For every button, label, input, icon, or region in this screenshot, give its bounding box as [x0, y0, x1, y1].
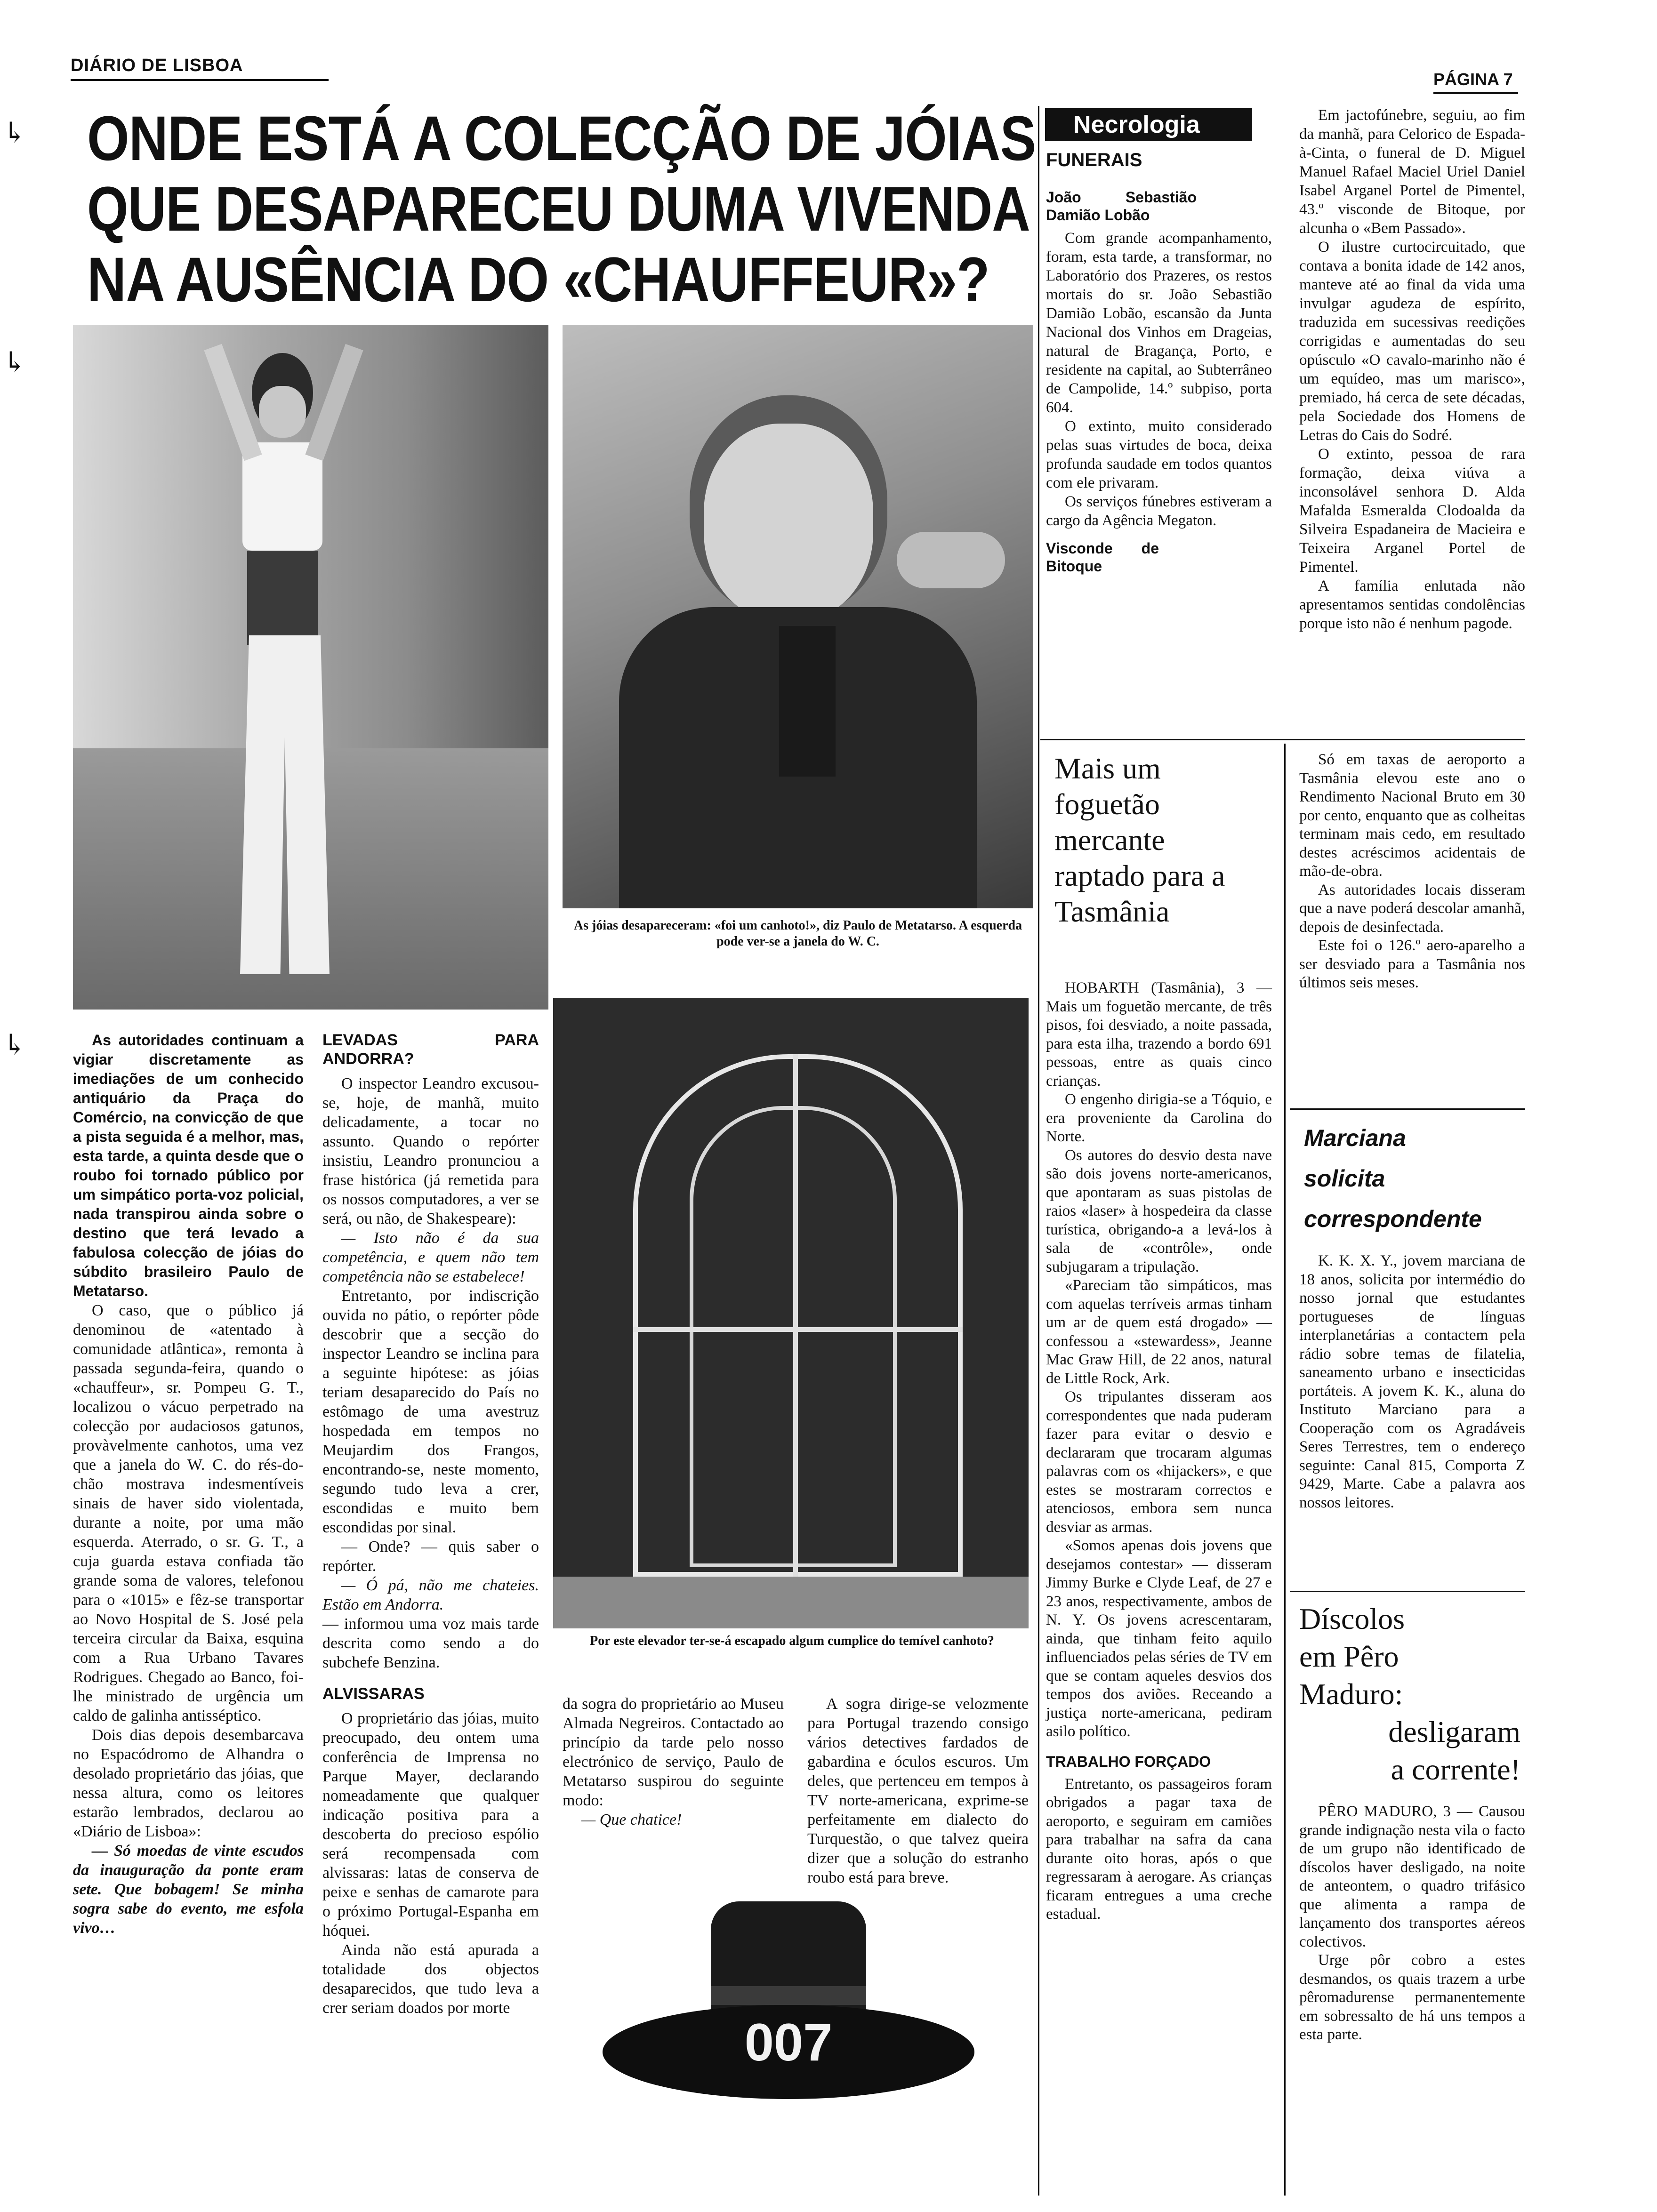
lead-paragraph: — informou uma voz mais tarde descrita como sendo a do subchefe Benzina.	[322, 1615, 539, 1671]
hat-label: 007	[744, 2013, 833, 2072]
marciana-title-line: Marciana	[1304, 1125, 1406, 1151]
lead-paragraph: da sogra do proprietário ao Museu Almada Negreiros. Contactado ao princípio da tarde pelo nosso electrónico de serviço, Paulo de Metatarso suspirou do seguinte modo:	[563, 1695, 784, 1809]
necrologia-bottom-rule	[1040, 739, 1525, 740]
discolos-title-line: Maduro:	[1299, 1677, 1403, 1711]
necrologia-paragraph: A família enlutada não apresentamos sentidas condolências porque isto não é nenhum pagode.	[1299, 577, 1525, 632]
margin-mark-icon: ↳	[3, 347, 27, 378]
foguetao-paragraph: HOBARTH (Tasmânia), 3 — Mais um foguetão mercante, de três pisos, foi desviado, a noite passada, para esta ilha, trazendo a bordo 691 pessoas, entre as quais cinco crianças.	[1046, 979, 1272, 1090]
discolos-paragraph: Urge pôr cobro a estes desmandos, os quais trazem a urbe pêromadurense permanentemente em sobressalto de há uns tempos a esta parte.	[1299, 1952, 1525, 2043]
lead-intro: As autoridades continuam a vigiar discretamente as imediações de um conhecido antiquário da Praça do Comércio, na convicção de que a pista seguida é a melhor, mas, esta tarde, a quinta desde que o roubo foi tornado público por um simpático porta-voz policial, nada transpirou ainda sobre o destino que terá levado a fabulosa colecção de jóias do súbdito brasileiro Paulo de Metatarso.	[73, 1032, 304, 1299]
photo-gate	[553, 998, 1029, 1628]
foguetao-paragraph: Entretanto, os passageiros foram obrigados a pagar taxa de aeroporto, e seguiram em camiões para trabalhar na safra da cana durante oito horas, após o que regressaram à aerogare. As crianças ficaram entregues a uma creche estadual.	[1046, 1775, 1272, 1923]
necrologia-paragraph: Os serviços fúnebres estiveram a cargo da Agência Megaton.	[1046, 493, 1272, 529]
lead-paragraph: O proprietário das jóias, muito preocupado, deu ontem uma conferência de Imprensa no Parque Mayer, declarando nomeadamente que qualquer indicação positiva para a descoberta do precioso espólio será recompensada com alvissaras: latas de conserva de peixe e senhas de camarote para o próximo Portugal-Espanha em hóquei.	[322, 1710, 539, 1940]
lead-quote: — Ó pá, não me chateies. Estão em Andorra.	[322, 1577, 539, 1613]
marciana-top-rule	[1290, 1108, 1525, 1110]
discolos-title	[1299, 1600, 1520, 1788]
foguetao-subheading: TRABALHO FORÇADO	[1046, 1753, 1211, 1770]
foguetao-column-1	[1046, 979, 1272, 1924]
discolos-title-line: a corrente!	[1391, 1753, 1520, 1786]
margin-mark-icon: ↳	[3, 1029, 27, 1060]
necrologia-name: João Sebastião Damião Lobão	[1046, 189, 1197, 224]
lead-subheading: LEVADAS PARA ANDORRA?	[322, 1031, 539, 1068]
paper-name: DIÁRIO DE LISBOA	[71, 56, 243, 75]
column-rule	[1038, 106, 1039, 2196]
lead-paragraph: Dois dias depois desembarcava no Espacódromo de Alhandra o desolado proprietário das jóias, que nessa altura, como os leitores estarão lembrados, declarou ao «Diário de Lisboa»:	[73, 1726, 304, 1840]
foguetao-paragraph: Só em taxas de aeroporto a Tasmânia elevou este ano o Rendimento Nacional Bruto em 30 por cento, enquanto que as colheitas terminam mais cedo, em resultado destes acréscimos acidentais de mão-de-obra.	[1299, 751, 1525, 880]
discolos-title-line: em Pêro	[1299, 1640, 1399, 1673]
foguetao-paragraph: Este foi o 126.º aero-aparelho a ser desviado para a Tasmânia nos últimos seis meses.	[1299, 937, 1525, 991]
foguetao-title: Mais um foguetão mercante raptado para a Tasmânia	[1054, 752, 1225, 928]
necrologia-paragraph: O extinto, muito considerado pelas suas virtudes de boca, deixa profunda saudade em todos quantos com ele privaram.	[1046, 418, 1272, 491]
discolos-paragraph: PÊRO MADURO, 3 — Causou grande indignação nesta vila o facto de um grupo não identificado de díscolos haver desligado, na noite de anteontem, o quadro trifásico que alimenta a rampa de lançamento dos transportes aéreos colectivos.	[1299, 1803, 1525, 1950]
marciana-column	[1299, 1252, 1525, 1512]
necrologia-paragraph: Em jactofúnebre, seguiu, ao fim da manhã, para Celorico de Espada-à-Cinta, o funeral de D. Miguel Manuel Rafael Maciel Uriel Daniel Isabel Arganel Portel de Pimentel, 43.º visconde de Bitoque, por alcunha o «Bem Passado».	[1299, 107, 1525, 237]
foguetao-column-2	[1299, 751, 1525, 993]
foguetao-paragraph: Os tripulantes disseram aos correspondentes que nada puderam fazer para evitar o desvio e declararam que trocaram algumas palavras com os «hijackers», e que estes se mostraram correctos e atenciosos, embora sem nunca desviar as armas.	[1046, 1388, 1272, 1536]
photo-woman	[73, 325, 548, 1010]
lead-paragraph: O inspector Leandro excusou-se, hoje, de manhã, muito delicadamente, a tocar no assunto. Quando o repórter insistiu, Leandro pronunciou a frase histórica (já remetida para os nossos computadores, a ver se será, ou não, de Shakespeare):	[322, 1075, 539, 1227]
headline-line-2: QUE DESAPARECEU DUMA VIVENDA	[87, 174, 1030, 244]
discolos-title-line: Díscolos	[1299, 1602, 1405, 1635]
headline-line-3: NA AUSÊNCIA DO «CHAUFFEUR»?	[87, 245, 989, 315]
lead-quote: — Só moedas de vinte escudos da inauguração da ponte eram sete. Que bobagem! Se minha sogra sabe do evento, me esfola vivo…	[73, 1842, 304, 1937]
lead-column-2	[322, 1031, 539, 2018]
marciana-title-line: solicita	[1304, 1165, 1385, 1192]
discolos-column	[1299, 1803, 1525, 2044]
lead-column-3	[563, 1694, 784, 1829]
lead-paragraph: Ainda não está apurada a totalidade dos objectos desaparecidos, que tudo leva a crer seriam doados por morte	[322, 1941, 539, 2017]
lead-column-1	[73, 1031, 304, 1938]
photo-hat	[603, 1897, 974, 2099]
necrologia-paragraph: O ilustre curtocircuitado, que contava a bonita idade de 142 anos, manteve até ao final da vida uma invulgar agudeza de espírito, traduzida em sucessivas reedições corrigidas e aumentadas do seu opúsculo «O cavalo-marinho não é um equídeo, mas um marisco», premiado, há cerca de sete décadas, pela Sociedade dos Homens de Letras do Cais do Sodré.	[1299, 239, 1525, 444]
necrologia-name: Visconde de Bitoque	[1046, 540, 1159, 575]
necrologia-paragraph: Com grande acompanhamento, foram, esta tarde, a transformar, no Laboratório dos Prazeres, os restos mortais do sr. João Sebastião Damião Lobão, escansão da Junta Nacional dos Vinhos em Drageias, natural de Bragança, Porto, e residente na capital, ao Subterrâneo de Campolide, 14.º subpiso, porta 604.	[1046, 230, 1272, 416]
column-rule	[1284, 744, 1286, 2196]
foguetao-paragraph: Os autores do desvio desta nave são dois jovens norte-americanos, que apontaram as suas pistolas de raios «laser» à hospedeira da classe turística, obrigando-a a levá-los à sala de «contrôle», onde subjugaram a tripulação.	[1046, 1146, 1272, 1275]
foguetao-paragraph: O engenho dirigia-se a Tóquio, e era proveniente da Carolina do Norte.	[1046, 1091, 1272, 1145]
marciana-title-line: correspondente	[1304, 1206, 1482, 1232]
necrologia-banner: Necrologia	[1045, 108, 1252, 141]
headline-line-1: ONDE ESTÁ A COLECÇÃO DE JÓIAS	[87, 104, 1036, 174]
lead-column-4	[807, 1694, 1029, 1887]
lead-paragraph: O caso, que o público já denominou de «atentado à comunidade atlântica», remonta à passada segunda-feira, quando o «chauffeur», sr. Pompeu G. T., localizou o vácuo perpetrado na colecção por audaciosos gatunos, provàvelmente canhotos, uma vez que a janela do W. C. do rés-do-chão mostrava indesmentíveis sinais de haver sido violentada, durante a noite, por uma mão esquerda. Aterrado, o sr. G. T., a cuja guarda estava confiada tão grande soma de valores, telefonou para o «1015» e fêz-se transportar ao Novo Hospital de S. José pela terceira circular da Baixa, esquina com a Rua Urbano Tavares Rodrigues. Chegado ao Banco, foi-lhe ministrado de urgência um caldo de galinha antisséptico.	[73, 1302, 304, 1724]
lead-quote: — Isto não é da sua competência, e quem não tem competência não se estabelece!	[322, 1229, 539, 1285]
foguetao-paragraph: «Somos apenas dois jovens que desejamos contestar» — disseram Jimmy Burke e Clyde Leaf, de 27 e 23 anos, respectivamente, ambos de N. Y. Os jovens acrescentaram, ainda, que tinham feito aquilo influenciados pelas séries de TV em que se contam aqueles desvios dos tempos dos aviões. Receando a justiça norte-americana, pediram asilo político.	[1046, 1537, 1272, 1740]
marciana-paragraph: K. K. X. Y., jovem marciana de 18 anos, solicita por intermédio do nosso jornal que estudantes portugueses de línguas interplanetárias a contactem pela rádio sobre temas de filatelia, saneamento urbano e insecticidas portáteis. A jovem K. K., aluna do Instituto Marciano para a Cooperação com os Agradáveis Seres Terrestres, tem o endereço seguinte: Canal 815, Comporta Z 9429, Marte. Cabe a palavra aos nossos leitores.	[1299, 1252, 1525, 1511]
foguetao-paragraph: «Pareciam tão simpáticos, mas com aquelas terríveis armas tinham um ar de quem está drogado» — confessou a «stewardess», Jeanne Mac Graw Hill, de 22 anos, natural de Little Rock, Ark.	[1046, 1277, 1272, 1387]
header-rule-right	[1433, 92, 1518, 94]
photo-gate-caption: Por este elevador ter-se-á escapado algum cumplice do temível canhoto?	[590, 1634, 994, 1648]
margin-mark-icon: ↳	[3, 117, 27, 148]
necrologia-column-1	[1046, 188, 1272, 580]
page-label: PÁGINA 7	[1433, 70, 1513, 89]
discolos-top-rule	[1290, 1591, 1525, 1592]
marciana-title	[1304, 1118, 1520, 1239]
discolos-title-line: desligaram	[1388, 1715, 1520, 1748]
necrologia-paragraph: O extinto, pessoa de rara formação, deixa viúva a inconsolável senhora D. Alda Mafalda Esmeralda Clodoalda da Silveira Espadaneira de Macieira e Teixeira Arganel Portel de Pimentel.	[1299, 446, 1525, 576]
photo-man	[563, 325, 1033, 908]
header-rule	[71, 79, 329, 81]
lead-quote: — Que chatice!	[581, 1811, 682, 1828]
necrologia-column-2	[1299, 106, 1525, 633]
necrologia-section: FUNERAIS	[1046, 150, 1142, 170]
lead-quote: — Onde? — quis saber o repórter.	[322, 1538, 539, 1575]
photo-man-caption: As jóias desapareceram: «foi um canhoto!», diz Paulo de Metatarso. A esquerda pode ver-se a janela do W. C.	[573, 918, 1022, 949]
lead-paragraph: A sogra dirige-se velozmente para Portugal trazendo consigo vários detectives fardados de gabardina e óculos escuros. Um deles, que pertenceu em tempos à TV norte-americana, exprime-se perfeitamente em dialecto do Turquestão, o que talvez queira dizer que a solução do estranho roubo está para breve.	[807, 1695, 1029, 1886]
foguetao-paragraph: As autoridades locais disseram que a nave poderá descolar amanhã, depois de desinfectada.	[1299, 881, 1525, 936]
lead-subheading: ALVISSARAS	[322, 1685, 425, 1703]
lead-paragraph: Entretanto, por indiscrição ouvida no pátio, o repórter pôde descobrir que a secção do inspector Leandro se inclina para a seguinte hipótese: as jóias teriam desaparecido do País no estômago de uma avestruz hospedada em tempos no Meujardim dos Frangos, encontrando-se, neste momento, segundo tudo leva a crer, escondidas e muito bem escondidas por sinal.	[322, 1287, 539, 1536]
